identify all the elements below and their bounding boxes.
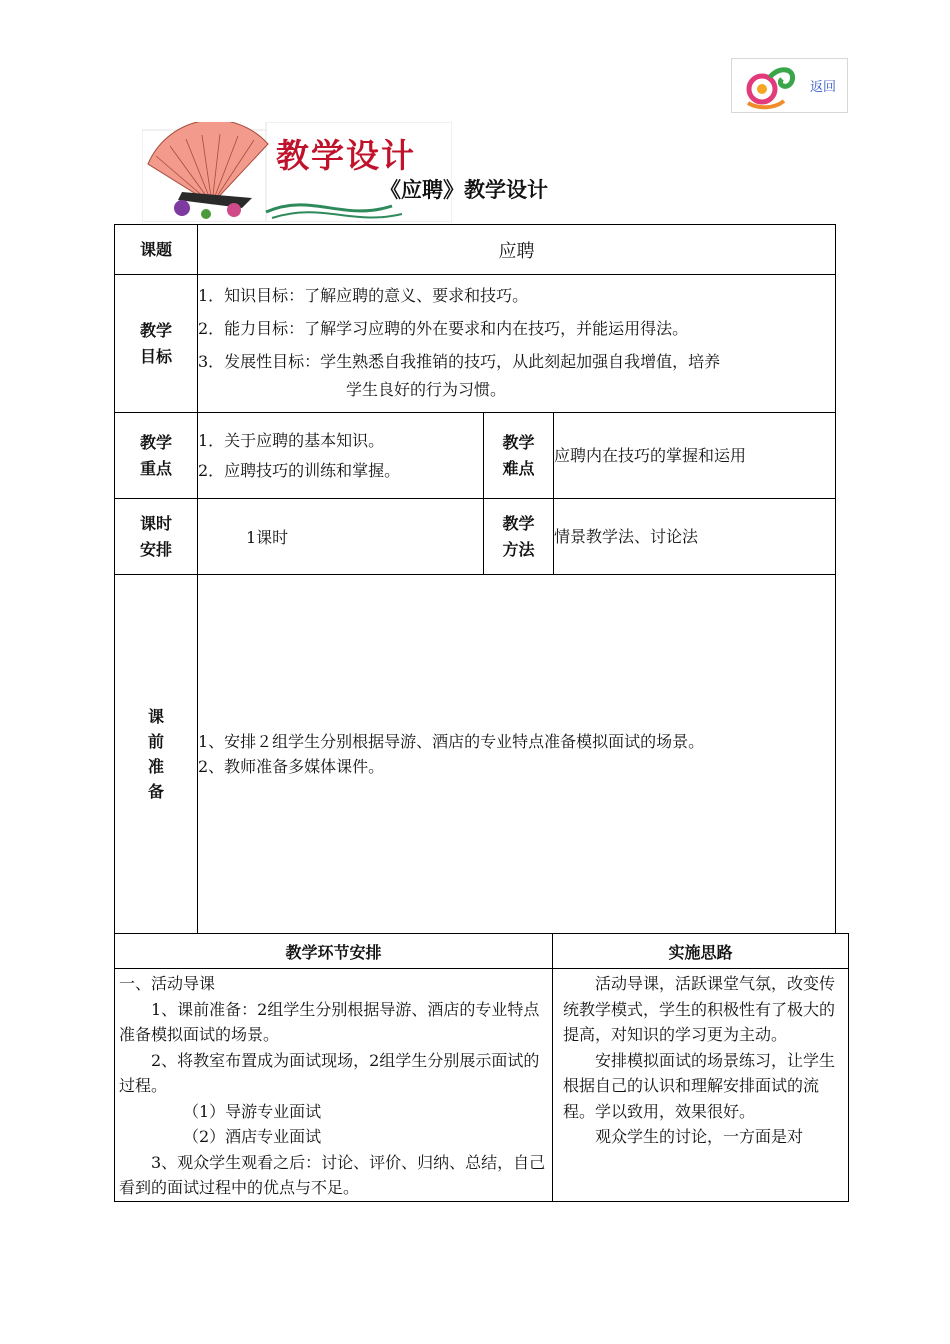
- objective-item: 1．知识目标：了解应聘的意义、要求和技巧。: [198, 286, 529, 305]
- table-row: [115, 275, 836, 413]
- table-row: [115, 575, 836, 934]
- key-points-label: 教学 重点: [115, 413, 198, 499]
- method-value: 情景教学法、讨论法: [554, 499, 836, 575]
- schedule-label: 课时 安排: [115, 499, 198, 575]
- objectives-content: [198, 275, 836, 413]
- idea-paragraph: 观众学生的讨论，一方面是对: [595, 1127, 804, 1146]
- process-line: 一、活动导课: [119, 974, 216, 993]
- back-button-label: 返回: [810, 80, 837, 95]
- process-line: （1）导游专业面试: [183, 1101, 322, 1121]
- key-point-item: 1．关于应聘的基本知识。: [198, 430, 385, 450]
- process-line: 3、观众学生观看之后：讨论、评价、归纳、总结，自己看到的面试过程中的优点与不足。: [119, 1152, 546, 1197]
- objectives-label: 教学 目标: [115, 275, 198, 413]
- process-steps: [115, 969, 553, 1202]
- idea-paragraph: 安排模拟面试的场景练习，让学生根据自己的认识和理解安排面试的流程。学以致用，效果很好。: [563, 1050, 836, 1121]
- preparation-label: 课 前 准 备: [115, 575, 198, 934]
- schedule-value: 1课时: [198, 499, 484, 575]
- objective-item-continuation: 学生良好的行为习惯。: [346, 380, 507, 399]
- key-point-item: 2．应聘技巧的训练和掌握。: [198, 460, 401, 480]
- process-header-right: 实施思路: [553, 934, 849, 969]
- lesson-info-table: [114, 224, 836, 934]
- topic-value: 应聘: [198, 225, 836, 275]
- preparation-item: 2、教师准备多媒体课件。: [198, 757, 385, 776]
- table-row: [115, 969, 849, 1202]
- process-header-left: 教学环节安排: [115, 934, 553, 969]
- difficulty-label: 教学 难点: [484, 413, 554, 499]
- banner-title: 教学设计: [276, 136, 416, 175]
- table-row: [115, 499, 836, 575]
- back-button[interactable]: [731, 58, 848, 113]
- table-row: [115, 413, 836, 499]
- topic-label: 课题: [115, 225, 198, 275]
- process-line: （2）酒店专业面试: [183, 1127, 322, 1146]
- document-title: 《应聘》教学设计: [380, 178, 548, 202]
- swirl-logo-icon: [740, 63, 810, 111]
- implementation-ideas: [553, 969, 849, 1202]
- difficulty-value: 应聘内在技巧的掌握和运用: [554, 413, 836, 499]
- teaching-process-table: [114, 933, 849, 1202]
- process-line: 1、课前准备：2组学生分别根据导游、酒店的专业特点准备模拟面试的场景。: [119, 999, 540, 1044]
- table-row: [115, 934, 849, 969]
- preparation-item: 1、安排２组学生分别根据导游、酒店的专业特点准备模拟面试的场景。: [198, 732, 705, 751]
- objective-item: 3．发展性目标：学生熟悉自我推销的技巧，从此刻起加强自我增值，培养: [198, 352, 721, 371]
- process-line: 2、将教室布置成为面试现场，2组学生分别展示面试的过程。: [119, 1050, 540, 1095]
- table-row: [115, 225, 836, 275]
- method-label: 教学 方法: [484, 499, 554, 575]
- objective-item: 2．能力目标：了解学习应聘的外在要求和内在技巧，并能运用得法。: [198, 319, 689, 338]
- idea-paragraph: 活动导课，活跃课堂气氛，改变传统教学模式，学生的积极性有了极大的提高，对知识的学习更为主动。: [563, 974, 836, 1044]
- key-points-content: [198, 413, 484, 499]
- preparation-content: [198, 575, 836, 934]
